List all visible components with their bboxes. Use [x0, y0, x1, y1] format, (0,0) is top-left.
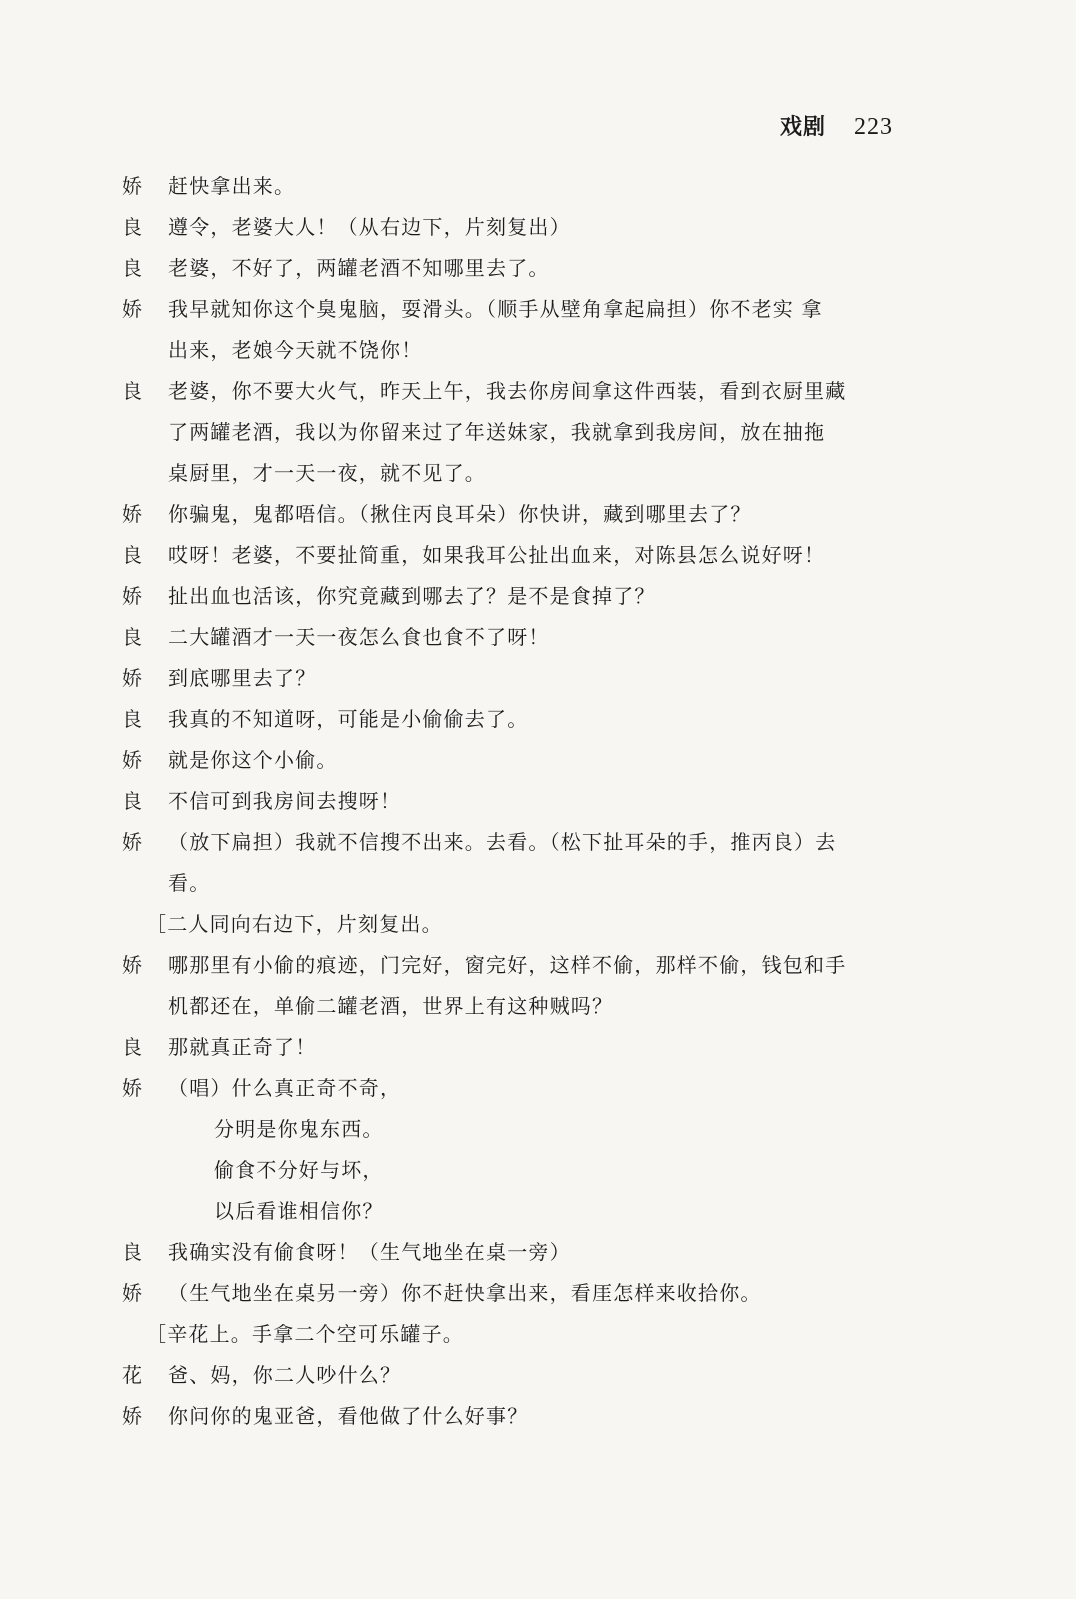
speaker-label: 花 — [122, 1363, 144, 1387]
dialogue-line — [122, 248, 942, 289]
line-text: 我真的不知道呀，可能是小偷偷去了。 — [168, 707, 529, 731]
line-text: 老婆，不好了，两罐老酒不知哪里去了。 — [168, 256, 550, 280]
dialogue-line — [122, 330, 942, 371]
dialogue-line — [122, 1232, 942, 1273]
line-text: 爸、妈，你二人吵什么？ — [168, 1363, 402, 1387]
dialogue-line — [122, 1273, 942, 1314]
section-title: 戏剧 — [780, 115, 827, 140]
speaker-label: 良 — [122, 789, 144, 813]
page-number: 223 — [854, 114, 894, 140]
speaker-label: 娇 — [122, 1404, 144, 1428]
line-text: （生气地坐在桌另一旁）你不赶快拿出来，看厓怎样来收拾你。 — [168, 1281, 762, 1305]
line-text: 那就真正奇了！ — [168, 1035, 317, 1059]
dialogue-line — [122, 494, 942, 535]
dialogue-line — [122, 1109, 942, 1150]
dialogue-line — [122, 863, 942, 904]
stage-direction: ［辛花上。手拿二个空可乐罐子。 — [146, 1322, 464, 1346]
dialogue-line — [122, 699, 942, 740]
line-text: 不信可到我房间去搜呀！ — [168, 789, 402, 813]
speaker-label: 娇 — [122, 584, 144, 608]
line-text: 哪那里有小偷的痕迹，门完好，窗完好，这样不偷，那样不偷，钱包和手 — [168, 953, 847, 977]
line-text: 你骗鬼，鬼都唔信。（揪住丙良耳朵）你快讲，藏到哪里去了？ — [168, 502, 752, 526]
line-text: 看。 — [168, 871, 211, 895]
dialogue-line — [122, 1191, 942, 1232]
dialogue-line — [122, 371, 942, 412]
dialogue-line — [122, 1314, 942, 1355]
verse-line: 分明是你鬼东西。 — [214, 1117, 384, 1141]
speaker-label: 娇 — [122, 953, 144, 977]
stage-direction: ［二人同向右边下，片刻复出。 — [146, 912, 443, 936]
speaker-label: 娇 — [122, 1076, 144, 1100]
dialogue-line — [122, 576, 942, 617]
speaker-label: 良 — [122, 625, 144, 649]
speaker-label: 娇 — [122, 297, 144, 321]
speaker-label: 良 — [122, 215, 144, 239]
dialogue-line — [122, 207, 942, 248]
line-text: 我确实没有偷食呀！（生气地坐在桌一旁） — [168, 1240, 571, 1264]
line-text: （放下扁担）我就不信搜不出来。去看。（松下扯耳朵的手，推丙良）去 — [168, 830, 837, 854]
dialogue-line — [122, 986, 942, 1027]
running-header — [780, 110, 893, 141]
speaker-label: 娇 — [122, 666, 144, 690]
speaker-label: 良 — [122, 256, 144, 280]
dialogue-line — [122, 904, 942, 945]
dialogue-line — [122, 617, 942, 658]
dialogue-line — [122, 822, 942, 863]
line-text: 你问你的鬼亚爸，看他做了什么好事？ — [168, 1404, 529, 1428]
line-text: 我早就知你这个臭鬼脑，耍滑头。（顺手从壁角拿起扁担）你不老实 拿 — [168, 297, 823, 321]
speaker-label: 良 — [122, 707, 144, 731]
speaker-label: 良 — [122, 543, 144, 567]
line-text: 出来，老娘今天就不饶你！ — [168, 338, 423, 362]
verse-line: 以后看谁相信你？ — [214, 1199, 384, 1223]
line-text: 桌厨里，才一天一夜，就不见了。 — [168, 461, 486, 485]
line-text: 赶快拿出来。 — [168, 174, 296, 198]
line-text: 二大罐酒才一天一夜怎么食也食不了呀！ — [168, 625, 550, 649]
line-text: 了两罐老酒，我以为你留来过了年送妹家，我就拿到我房间，放在抽拖 — [168, 420, 826, 444]
dialogue-line — [122, 166, 942, 207]
dialogue-line — [122, 1396, 942, 1437]
script-body — [122, 166, 942, 1437]
dialogue-line — [122, 781, 942, 822]
line-text: 遵令，老婆大人！（从右边下，片刻复出） — [168, 215, 571, 239]
dialogue-line — [122, 535, 942, 576]
speaker-label: 娇 — [122, 1281, 144, 1305]
speaker-label: 娇 — [122, 830, 144, 854]
line-text: 就是你这个小偷。 — [168, 748, 338, 772]
line-text: 机都还在，单偷二罐老酒，世界上有这种贼吗？ — [168, 994, 614, 1018]
dialogue-line — [122, 658, 942, 699]
line-text: （唱）什么真正奇不奇， — [168, 1076, 402, 1100]
dialogue-line — [122, 1068, 942, 1109]
dialogue-line — [122, 1150, 942, 1191]
dialogue-line — [122, 1027, 942, 1068]
speaker-label: 良 — [122, 379, 144, 403]
speaker-label: 娇 — [122, 748, 144, 772]
dialogue-line — [122, 945, 942, 986]
speaker-label: 良 — [122, 1035, 144, 1059]
dialogue-line — [122, 453, 942, 494]
line-text: 到底哪里去了？ — [168, 666, 317, 690]
speaker-label: 良 — [122, 1240, 144, 1264]
verse-line: 偷食不分好与坏， — [214, 1158, 384, 1182]
line-text: 老婆，你不要大火气，昨天上午，我去你房间拿这件西装，看到衣厨里藏 — [168, 379, 847, 403]
line-text: 哎呀！老婆，不要扯简重，如果我耳公扯出血来，对陈县怎么说好呀！ — [168, 543, 826, 567]
line-text: 扯出血也活该，你究竟藏到哪去了？是不是食掉了？ — [168, 584, 656, 608]
dialogue-line — [122, 740, 942, 781]
speaker-label: 娇 — [122, 502, 144, 526]
speaker-label: 娇 — [122, 174, 144, 198]
dialogue-line — [122, 1355, 942, 1396]
dialogue-line — [122, 412, 942, 453]
dialogue-line — [122, 289, 942, 330]
